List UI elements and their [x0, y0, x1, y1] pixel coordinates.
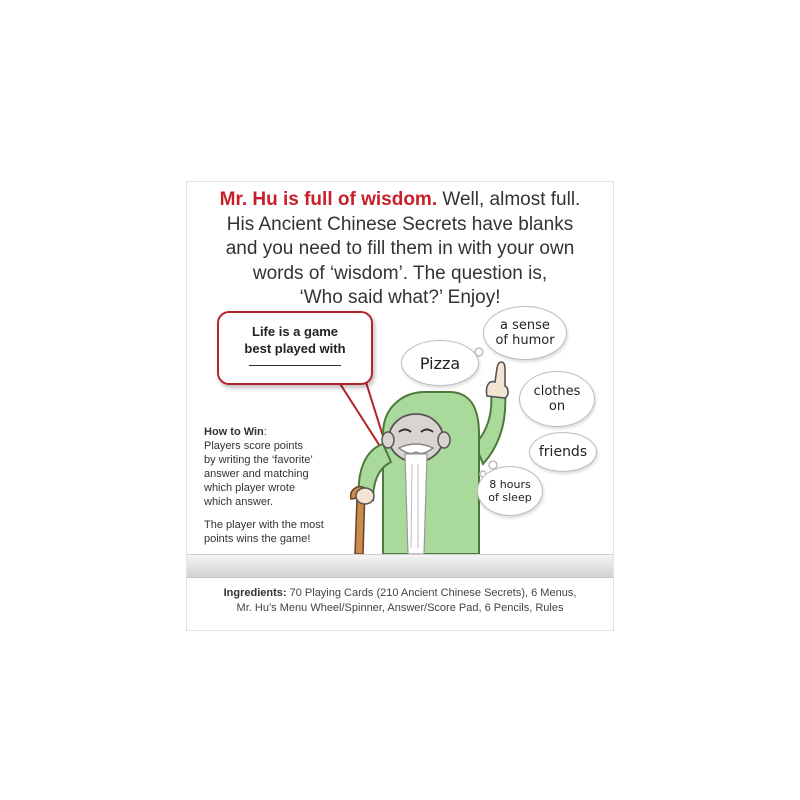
beard: [405, 454, 427, 554]
how-to-win-line3: answer and matching: [204, 468, 309, 480]
intro-line1-rest: Well, almost full.: [437, 189, 581, 210]
how-to-win-line5: which answer.: [204, 496, 274, 508]
speech-line2: best played with: [244, 341, 346, 356]
how-to-win: [204, 425, 354, 555]
pointing-hand: [486, 362, 508, 398]
thought-bubble-pizza: [401, 340, 479, 386]
intro-line5: ‘Who said what?’ Enjoy!: [299, 287, 501, 308]
how-to-win-heading: How to Win: [204, 426, 264, 438]
mustache: [399, 444, 433, 453]
how-to-win-line4: which player wrote: [204, 482, 296, 494]
how-to-win-line7: points wins the game!: [204, 533, 311, 545]
left-ear: [382, 432, 394, 448]
left-hand: [356, 488, 374, 504]
thought-humor-line1: a sense: [500, 318, 550, 333]
how-to-win-line1: Players score points: [204, 440, 304, 452]
thought-bubble-sleep: [477, 466, 543, 516]
thought-friends: friends: [538, 444, 588, 460]
intro-line3: and you need to fill them in with your own: [225, 238, 575, 259]
answer-blank-line: [249, 365, 341, 366]
ingredients-line2: Mr. Hu’s Menu Wheel/Spinner, Answer/Score Pad, 6 Pencils, Rules: [236, 602, 564, 614]
thought-sleep-line1: 8 hours: [489, 478, 531, 491]
speech-line1: Life is a game: [252, 324, 338, 339]
thought-pizza: Pizza: [419, 353, 461, 373]
game-box-back-panel: [186, 181, 614, 631]
ingredients-line1: 70 Playing Cards (210 Ancient Chinese Secrets), 6 Menus,: [286, 587, 577, 599]
how-to-win-line6: The player with the most: [204, 519, 324, 531]
ingredients-text: [187, 586, 613, 616]
intro-line4: words of ‘wisdom’. The question is,: [252, 262, 548, 284]
speech-bubble: [217, 311, 373, 385]
thought-clothes-line1: clothes: [533, 384, 581, 399]
separator-band: [187, 554, 613, 578]
thought-bubble-friends: [529, 432, 597, 472]
thought-sleep-line2: of sleep: [488, 491, 532, 504]
how-to-win-line2: by writing the ‘favorite’: [204, 454, 313, 466]
intro-highlight: Mr. Hu is full of wisdom.: [219, 189, 438, 210]
thought-humor-line2: of humor: [495, 333, 555, 348]
how-to-win-colon: :: [263, 426, 267, 438]
intro-line2: His Ancient Chinese Secrets have blanks: [226, 213, 574, 235]
right-ear: [438, 432, 450, 448]
thought-clothes-line2: on: [548, 399, 566, 414]
ingredients-label: Ingredients:: [223, 587, 287, 599]
robe: [383, 392, 479, 554]
thought-bubble-humor: [483, 306, 567, 360]
thought-bubble-clothes: [519, 371, 595, 427]
